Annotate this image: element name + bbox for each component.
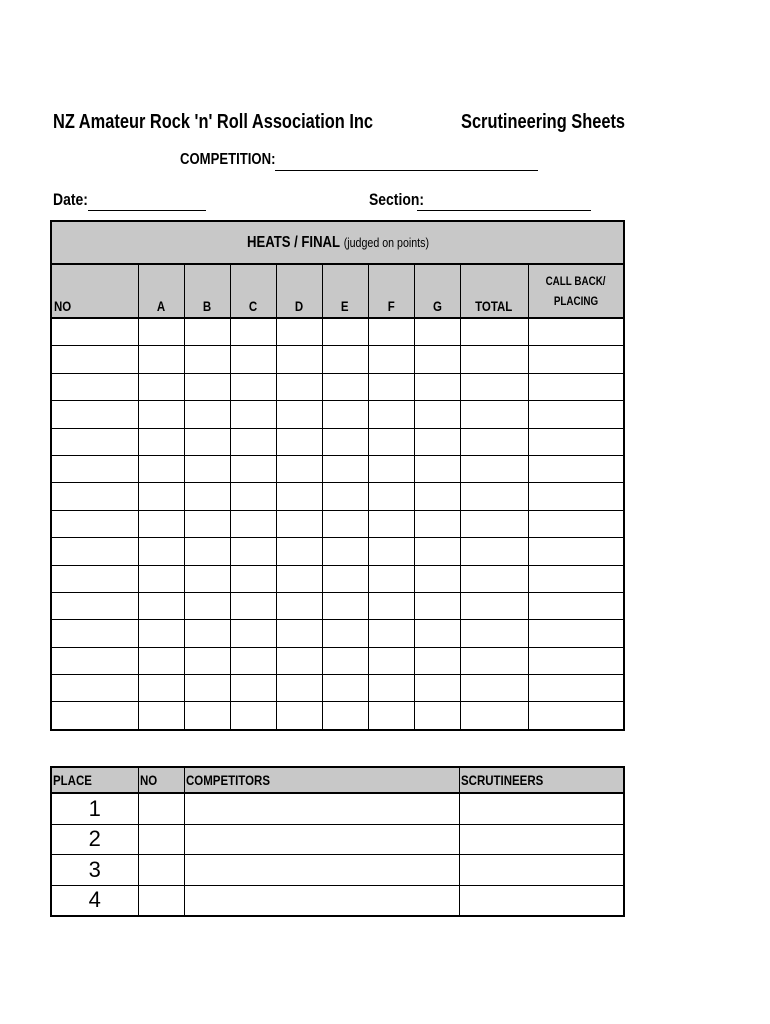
cell-b[interactable] bbox=[184, 565, 230, 592]
cell-callback[interactable] bbox=[528, 483, 624, 510]
cell-a[interactable] bbox=[138, 455, 184, 482]
col-header-place: PLACE bbox=[51, 767, 138, 793]
cell-a[interactable] bbox=[138, 647, 184, 674]
cell-total[interactable] bbox=[460, 620, 528, 647]
place-no-cell[interactable] bbox=[138, 855, 184, 886]
cell-no[interactable] bbox=[51, 455, 138, 482]
cell-a[interactable] bbox=[138, 702, 184, 730]
cell-g[interactable] bbox=[414, 318, 460, 346]
cell-d[interactable] bbox=[276, 510, 322, 537]
cell-d[interactable] bbox=[276, 455, 322, 482]
cell-callback[interactable] bbox=[528, 318, 624, 346]
cell-f[interactable] bbox=[368, 373, 414, 400]
cell-b[interactable] bbox=[184, 401, 230, 428]
cell-f[interactable] bbox=[368, 510, 414, 537]
cell-d[interactable] bbox=[276, 538, 322, 565]
cell-no[interactable] bbox=[51, 592, 138, 619]
cell-c[interactable] bbox=[230, 620, 276, 647]
cell-f[interactable] bbox=[368, 318, 414, 346]
cell-a[interactable] bbox=[138, 428, 184, 455]
table-row bbox=[51, 620, 624, 647]
cell-g[interactable] bbox=[414, 592, 460, 619]
cell-no[interactable] bbox=[51, 346, 138, 373]
cell-a[interactable] bbox=[138, 318, 184, 346]
cell-g[interactable] bbox=[414, 483, 460, 510]
table-row bbox=[51, 675, 624, 702]
cell-callback[interactable] bbox=[528, 647, 624, 674]
organization-name: NZ Amateur Rock 'n' Roll Association Inc bbox=[53, 111, 374, 133]
cell-e[interactable] bbox=[322, 510, 368, 537]
cell-e[interactable] bbox=[322, 675, 368, 702]
cell-no[interactable] bbox=[51, 538, 138, 565]
table-row bbox=[51, 346, 624, 373]
cell-e[interactable] bbox=[322, 346, 368, 373]
cell-g[interactable] bbox=[414, 620, 460, 647]
cell-g[interactable] bbox=[414, 702, 460, 730]
table-row bbox=[51, 702, 624, 730]
table-row bbox=[51, 510, 624, 537]
cell-b[interactable] bbox=[184, 592, 230, 619]
date-field[interactable] bbox=[88, 210, 206, 211]
cell-b[interactable] bbox=[184, 428, 230, 455]
cell-a[interactable] bbox=[138, 620, 184, 647]
cell-f[interactable] bbox=[368, 675, 414, 702]
cell-c[interactable] bbox=[230, 428, 276, 455]
table-row bbox=[51, 455, 624, 482]
cell-total[interactable] bbox=[460, 346, 528, 373]
cell-f[interactable] bbox=[368, 483, 414, 510]
placing-row bbox=[51, 885, 624, 916]
cell-d[interactable] bbox=[276, 373, 322, 400]
cell-total[interactable] bbox=[460, 592, 528, 619]
col-header-scrutineers: SCRUTINEERS bbox=[459, 767, 624, 793]
cell-total[interactable] bbox=[460, 318, 528, 346]
cell-d[interactable] bbox=[276, 647, 322, 674]
cell-callback[interactable] bbox=[528, 428, 624, 455]
cell-c[interactable] bbox=[230, 346, 276, 373]
cell-callback[interactable] bbox=[528, 565, 624, 592]
cell-c[interactable] bbox=[230, 592, 276, 619]
section-label: Section: bbox=[369, 190, 424, 209]
cell-no[interactable] bbox=[51, 428, 138, 455]
place-number: 2 bbox=[51, 824, 138, 855]
cell-d[interactable] bbox=[276, 401, 322, 428]
scrutineers-cell[interactable] bbox=[459, 855, 624, 886]
cell-c[interactable] bbox=[230, 483, 276, 510]
table-row bbox=[51, 647, 624, 674]
competitors-cell[interactable] bbox=[184, 885, 459, 916]
cell-callback[interactable] bbox=[528, 702, 624, 730]
cell-callback[interactable] bbox=[528, 401, 624, 428]
cell-total[interactable] bbox=[460, 510, 528, 537]
cell-b[interactable] bbox=[184, 647, 230, 674]
cell-callback[interactable] bbox=[528, 346, 624, 373]
cell-e[interactable] bbox=[322, 455, 368, 482]
col-header-callback: CALL BACK/ PLACING bbox=[528, 264, 624, 318]
cell-no[interactable] bbox=[51, 401, 138, 428]
table-row bbox=[51, 401, 624, 428]
cell-callback[interactable] bbox=[528, 538, 624, 565]
placing-row bbox=[51, 824, 624, 855]
cell-d[interactable] bbox=[276, 702, 322, 730]
place-no-cell[interactable] bbox=[138, 885, 184, 916]
cell-f[interactable] bbox=[368, 702, 414, 730]
place-no-cell[interactable] bbox=[138, 824, 184, 855]
cell-total[interactable] bbox=[460, 428, 528, 455]
competitors-cell[interactable] bbox=[184, 793, 459, 824]
col-header-no: NO bbox=[51, 264, 138, 318]
cell-b[interactable] bbox=[184, 318, 230, 346]
cell-a[interactable] bbox=[138, 592, 184, 619]
scrutineers-cell[interactable] bbox=[459, 824, 624, 855]
competitors-cell[interactable] bbox=[184, 855, 459, 886]
cell-g[interactable] bbox=[414, 346, 460, 373]
cell-d[interactable] bbox=[276, 592, 322, 619]
cell-b[interactable] bbox=[184, 510, 230, 537]
cell-total[interactable] bbox=[460, 483, 528, 510]
cell-total[interactable] bbox=[460, 455, 528, 482]
table-row bbox=[51, 483, 624, 510]
col-header-d: D bbox=[276, 264, 322, 318]
cell-c[interactable] bbox=[230, 538, 276, 565]
cell-e[interactable] bbox=[322, 318, 368, 346]
cell-f[interactable] bbox=[368, 592, 414, 619]
table-row bbox=[51, 373, 624, 400]
cell-e[interactable] bbox=[322, 538, 368, 565]
cell-b[interactable] bbox=[184, 346, 230, 373]
heats-title-cell bbox=[51, 221, 624, 264]
table-row bbox=[51, 318, 624, 346]
placing-row bbox=[51, 855, 624, 886]
col-header-a: A bbox=[138, 264, 184, 318]
cell-no[interactable] bbox=[51, 318, 138, 346]
cell-g[interactable] bbox=[414, 510, 460, 537]
cell-a[interactable] bbox=[138, 675, 184, 702]
cell-e[interactable] bbox=[322, 592, 368, 619]
cell-a[interactable] bbox=[138, 483, 184, 510]
cell-e[interactable] bbox=[322, 620, 368, 647]
cell-c[interactable] bbox=[230, 510, 276, 537]
scrutineers-cell[interactable] bbox=[459, 793, 624, 824]
cell-b[interactable] bbox=[184, 483, 230, 510]
cell-f[interactable] bbox=[368, 401, 414, 428]
cell-no[interactable] bbox=[51, 675, 138, 702]
cell-c[interactable] bbox=[230, 702, 276, 730]
placing-table bbox=[50, 766, 625, 917]
cell-c[interactable] bbox=[230, 318, 276, 346]
cell-no[interactable] bbox=[51, 483, 138, 510]
cell-b[interactable] bbox=[184, 538, 230, 565]
cell-d[interactable] bbox=[276, 346, 322, 373]
cell-e[interactable] bbox=[322, 373, 368, 400]
cell-b[interactable] bbox=[184, 675, 230, 702]
scrutineers-cell[interactable] bbox=[459, 885, 624, 916]
place-number: 1 bbox=[51, 793, 138, 824]
cell-total[interactable] bbox=[460, 401, 528, 428]
table-row bbox=[51, 565, 624, 592]
cell-b[interactable] bbox=[184, 455, 230, 482]
cell-total[interactable] bbox=[460, 538, 528, 565]
cell-a[interactable] bbox=[138, 401, 184, 428]
cell-b[interactable] bbox=[184, 373, 230, 400]
section-field[interactable] bbox=[417, 210, 591, 211]
cell-no[interactable] bbox=[51, 702, 138, 730]
col-header-c: C bbox=[230, 264, 276, 318]
col-header-total: TOTAL bbox=[460, 264, 528, 318]
cell-callback[interactable] bbox=[528, 675, 624, 702]
cell-no[interactable] bbox=[51, 620, 138, 647]
cell-g[interactable] bbox=[414, 565, 460, 592]
cell-c[interactable] bbox=[230, 401, 276, 428]
cell-callback[interactable] bbox=[528, 455, 624, 482]
cell-g[interactable] bbox=[414, 647, 460, 674]
cell-g[interactable] bbox=[414, 428, 460, 455]
cell-total[interactable] bbox=[460, 702, 528, 730]
cell-c[interactable] bbox=[230, 373, 276, 400]
table-row bbox=[51, 428, 624, 455]
cell-g[interactable] bbox=[414, 675, 460, 702]
cell-a[interactable] bbox=[138, 510, 184, 537]
heats-subtitle: (judged on points) bbox=[343, 234, 429, 250]
cell-g[interactable] bbox=[414, 373, 460, 400]
cell-a[interactable] bbox=[138, 538, 184, 565]
col-header-competitors: COMPETITORS bbox=[184, 767, 459, 793]
cell-total[interactable] bbox=[460, 565, 528, 592]
cell-a[interactable] bbox=[138, 565, 184, 592]
placing-row bbox=[51, 793, 624, 824]
cell-callback[interactable] bbox=[528, 510, 624, 537]
cell-e[interactable] bbox=[322, 565, 368, 592]
cell-callback[interactable] bbox=[528, 592, 624, 619]
cell-e[interactable] bbox=[322, 428, 368, 455]
cell-c[interactable] bbox=[230, 455, 276, 482]
cell-e[interactable] bbox=[322, 401, 368, 428]
cell-b[interactable] bbox=[184, 620, 230, 647]
cell-e[interactable] bbox=[322, 483, 368, 510]
cell-f[interactable] bbox=[368, 538, 414, 565]
cell-e[interactable] bbox=[322, 647, 368, 674]
cell-f[interactable] bbox=[368, 346, 414, 373]
sheet-title: Scrutineering Sheets bbox=[461, 111, 626, 133]
cell-callback[interactable] bbox=[528, 620, 624, 647]
cell-d[interactable] bbox=[276, 620, 322, 647]
cell-no[interactable] bbox=[51, 565, 138, 592]
competition-field[interactable] bbox=[275, 170, 538, 171]
cell-callback[interactable] bbox=[528, 373, 624, 400]
place-no-cell[interactable] bbox=[138, 793, 184, 824]
col-header-g: G bbox=[414, 264, 460, 318]
cell-c[interactable] bbox=[230, 647, 276, 674]
cell-total[interactable] bbox=[460, 647, 528, 674]
cell-f[interactable] bbox=[368, 565, 414, 592]
cell-no[interactable] bbox=[51, 510, 138, 537]
cell-g[interactable] bbox=[414, 455, 460, 482]
cell-no[interactable] bbox=[51, 647, 138, 674]
table-row bbox=[51, 538, 624, 565]
place-number: 4 bbox=[51, 885, 138, 916]
cell-d[interactable] bbox=[276, 428, 322, 455]
col-header-f: F bbox=[368, 264, 414, 318]
place-number: 3 bbox=[51, 855, 138, 886]
cell-g[interactable] bbox=[414, 401, 460, 428]
cell-e[interactable] bbox=[322, 702, 368, 730]
cell-d[interactable] bbox=[276, 565, 322, 592]
cell-f[interactable] bbox=[368, 455, 414, 482]
table-row bbox=[51, 592, 624, 619]
competitors-cell[interactable] bbox=[184, 824, 459, 855]
cell-total[interactable] bbox=[460, 675, 528, 702]
cell-f[interactable] bbox=[368, 428, 414, 455]
col-header-b: B bbox=[184, 264, 230, 318]
heats-table bbox=[50, 220, 625, 731]
cell-c[interactable] bbox=[230, 675, 276, 702]
cell-a[interactable] bbox=[138, 346, 184, 373]
col-header-e: E bbox=[322, 264, 368, 318]
cell-f[interactable] bbox=[368, 647, 414, 674]
cell-f[interactable] bbox=[368, 620, 414, 647]
cell-d[interactable] bbox=[276, 318, 322, 346]
cell-d[interactable] bbox=[276, 483, 322, 510]
heats-title: HEATS / FINAL bbox=[246, 233, 340, 251]
cell-no[interactable] bbox=[51, 373, 138, 400]
cell-a[interactable] bbox=[138, 373, 184, 400]
cell-c[interactable] bbox=[230, 565, 276, 592]
date-label: Date: bbox=[53, 190, 88, 209]
cell-total[interactable] bbox=[460, 373, 528, 400]
cell-b[interactable] bbox=[184, 702, 230, 730]
col-header-no: NO bbox=[138, 767, 184, 793]
cell-g[interactable] bbox=[414, 538, 460, 565]
competition-label: COMPETITION: bbox=[180, 151, 276, 168]
cell-d[interactable] bbox=[276, 675, 322, 702]
